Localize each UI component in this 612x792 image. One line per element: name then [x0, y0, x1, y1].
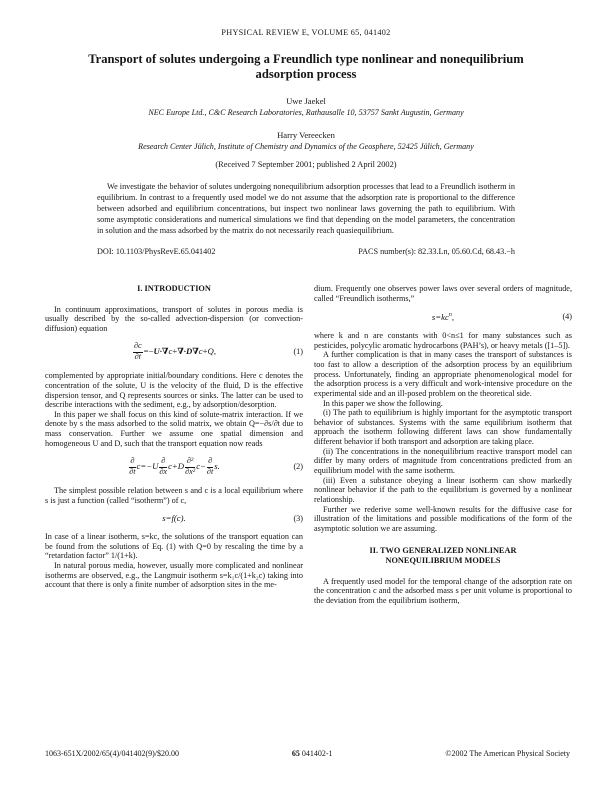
paragraph: (ii) The concentrations in the nonequilibrium reactive transport model can differ by many orders of magnitude from concentrations predicted from an equilibrium model with the same isotherm. [314, 446, 572, 476]
fraction: $\frac{\partial}{\partial x}$ [159, 456, 168, 477]
equation-3-body: s=f(c). [162, 513, 186, 524]
paragraph: In this paper we show the following. [323, 398, 443, 408]
author-affiliation: Research Center Jülich, Institute of Chemistry and Dynamics of the Geosphere, 52425 Jülich, Germany [138, 141, 474, 151]
meta-row [97, 247, 515, 256]
equation-number: (4) [562, 312, 572, 322]
journal-header: PHYSICAL REVIEW E, VOLUME 65, 041402 [221, 28, 391, 37]
paragraph: In case of a linear isotherm, s=kc, the solutions of the transport equation can be found from the solutions of Eq. (1) with Q=0 by rescaling the time by a “retardation factor” 1/(1+k). [45, 532, 303, 561]
abstract: We investigate the behavior of solutes undergoing nonequilibrium adsorption processes that lead to a Freundlich isotherm in equilibrium. In contrast to a frequently used model we do not assume that the adsorption rate is proportional to the difference between adsorbed and equilibrium concentrations, but inspect two nonlinear laws governing the path to equilibrium. With some asymptotic considerations and numerical simulations we find that depending on the model parameters, the concentration in solution and the mass adsorbed by the matrix do not necessarily reach quasiequilibrium. [97, 181, 515, 235]
doi: DOI: 10.1103/PhysRevE.65.041402 [97, 246, 216, 256]
paragraph: The simplest possible relation between s and c is a local equilibrium where s is just a function (called “isotherm”) of c, [45, 486, 303, 505]
pacs-numbers: PACS number(s): 82.33.Ln, 05.60.Cd, 68.43.−h [358, 246, 515, 256]
equation-number: (1) [293, 347, 303, 357]
paper-title: Transport of solutes undergoing a Freundlich type nonlinear and nonequilibrium adsorption process [88, 52, 524, 82]
equation-number: (3) [293, 513, 303, 523]
fraction: $\frac{\text{∂²}}{\text{∂x²}}$ [185, 456, 196, 477]
paragraph: (iii) Even a substance obeying a linear isotherm can show markedly nonlinear behavior if the path to the equilibrium is governed by a nonlinear relationship. [314, 475, 572, 505]
paragraph: where k and n are constants with 0<n≤1 for many substances such as pesticides, polycylic aromatic hydrocarbons (PAH’s), or heavy metals ([1–5]). [314, 330, 572, 350]
equation-1 [45, 342, 303, 362]
paragraph: A further complication is that in many cases the transport of substances is too fast to allow a description of the adsorption process by an equilibrium process. Unfortunately, finding an appropriate phenomenological model for the adsorption process is a very difficult and work-intensive procedure on the experimental side and an ill-posed problem on the theoretical side. [314, 350, 572, 398]
author-name: Harry Vereecken [277, 129, 335, 140]
footer-copyright: ©2002 The American Physical Society [445, 749, 570, 758]
section-heading-models: II. TWO GENERALIZED NONLINEAR NONEQUILIBRIUM MODELS [369, 545, 517, 566]
author-block-2 [0, 130, 612, 151]
equation-4 [314, 312, 572, 322]
footer-page-number: 65 041402-1 [291, 749, 333, 758]
author-name: Uwe Jaekel [286, 95, 326, 106]
fraction: $\frac{\partial}{\partial t}$ [206, 456, 214, 477]
equation-3 [45, 514, 303, 523]
fraction: $\frac{\partial c}{\partial t}$ [133, 341, 142, 362]
author-affiliation: NEC Europe Ltd., C&C Research Laboratories, Rathausalle 10, 53757 Sankt Augustin, Germany [148, 107, 464, 117]
right-column [314, 284, 572, 606]
received-line: (Received 7 September 2001; published 2 April 2002) [215, 159, 397, 169]
author-block-1 [0, 96, 612, 117]
equation-number: (2) [293, 462, 303, 472]
footer-issn: 1063-651X/2002/65(4)/041402(9)/$20.00 [45, 749, 179, 758]
equation-2-body: $\frac{\partial}{\partial t}$ c=−U $\frac{\partial}{\partial x}$ c+D $\frac{\text{∂²}}{\text{∂x²}}$ c− $\frac{\partial}{\partial t}$ s. [129, 456, 220, 477]
paragraph: In continuum approximations, transport of solutes in porous media is usually described by the so-called advection-dispersion (or convection-diffusion) equation [45, 304, 303, 333]
paragraph: Further we rederive some well-known results for the diffusive case for illustration of the limitations and possible modifications of the form of the asymptotic solution we are assuming. [314, 504, 572, 534]
two-column-body [45, 284, 572, 606]
paragraph: A frequently used model for the temporal change of the adsorption rate on the concentration c and the adsorbed mass s per unit volume is proportional to the deviation from the equilibrium isotherm, [314, 576, 572, 605]
paragraph: complemented by appropriate initial/boundary conditions. Here c denotes the concentration of the solute, U is the velocity of the fluid, D is the effective dispersion tensor, and Q represents sources or sinks. The latter can be used to describe interactions with the sediment, e.g., by adsorption/desorption. [45, 371, 303, 410]
section-heading-introduction: I. INTRODUCTION [137, 284, 211, 293]
page-footer [45, 749, 570, 758]
paragraph: (i) The path to equilibrium is highly important for the asymptotic transport behavior of substances. Systems with the same equilibrium isotherm that approach the isotherm following different laws can show fundamentally different behavior if both transport and adsorption are taking place. [314, 408, 572, 447]
paragraph: dium. Frequently one observes power laws over several orders of magnitude, called “Freundlich isotherms,” [314, 284, 572, 303]
equation-4-body: $s=kc^n$, [431, 312, 455, 323]
paragraph: In this paper we shall focus on this kind of solute-matrix interaction. If we denote by s the mass adsorbed to the solid matrix, we obtain Q=−∂s/∂t due to mass conservation. Further we assume one spatial dimension and homogeneous U and D, such that the transport equation now reads [45, 409, 303, 448]
equation-2 [45, 457, 303, 477]
paragraph: In natural porous media, however, usually more complicated and nonlinear isotherms are observed, e.g., the Langmuir isotherm s=k₁c/(1+k₂c) taking into account that there is only a finite number of adsorption sites in the me- [45, 561, 303, 590]
fraction: $\frac{\partial}{\partial t}$ [129, 456, 136, 477]
equation-1-body: $\frac{\partial c}{\partial t}$ =−U·∇c+∇·D∇c+Q, [133, 341, 216, 362]
left-column [45, 284, 303, 606]
